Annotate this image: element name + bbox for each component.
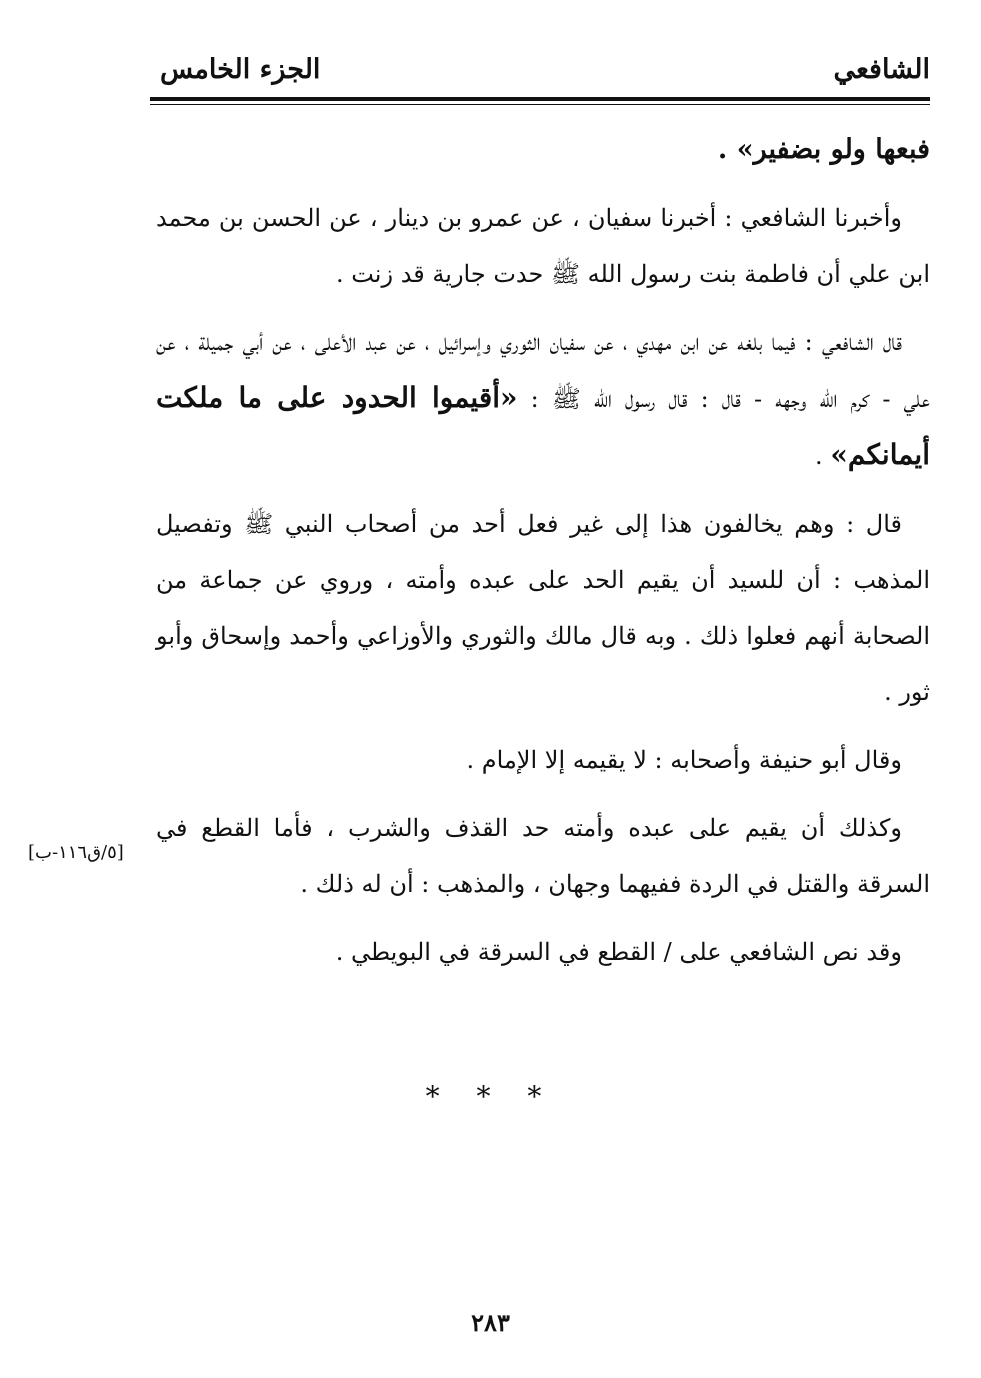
header-rule-thin bbox=[150, 104, 930, 105]
paragraph-1 bbox=[156, 122, 930, 178]
paragraph-2: وأخبرنا الشافعي : أخبرنا سفيان ، عن عمرو بن دينار ، عن الحسن بن محمد ابن علي أن فاطمة بنت رسول الله ﷺ حدت جارية قد زنت . bbox=[156, 204, 930, 288]
paragraph-7: وقد نص الشافعي على / القطع في السرقة في البويطي . bbox=[335, 938, 902, 966]
running-header bbox=[150, 52, 930, 94]
manuscript-folio-note: [٥/ق١١٦-ب] bbox=[28, 842, 124, 863]
paragraph-3 bbox=[156, 314, 930, 484]
header-rule-thick bbox=[150, 97, 930, 101]
paragraph-3-text: قال الشافعي : فيما بلغه عن ابن مهدي ، عن سفيان الثوري وإسرائيل ، عن عبد الأعلى ، عن أبي جميلة ، عن علي - كرم الله وجهه - قال : قال رسول الله ﷺ : bbox=[156, 328, 930, 413]
body-text bbox=[156, 122, 930, 992]
paragraph-1-text: فبعها ولو بضفير» . bbox=[717, 134, 930, 165]
header-volume-title: الجزء الخامس bbox=[160, 54, 321, 85]
paragraph-6: وكذلك أن يقيم على عبده وأمته حد القذف والشرب ، فأما القطع في السرقة والقتل في الردة ففيهما وجهان ، والمذهب : أن له ذلك . bbox=[156, 814, 930, 898]
paragraph-3-end: . bbox=[815, 442, 831, 470]
paragraph-5: وقال أبو حنيفة وأصحابه : لا يقيمه إلا الإمام . bbox=[466, 746, 902, 774]
paragraph-4: قال : وهم يخالفون هذا إلى غير فعل أحد من أصحاب النبي ﷺ وتفصيل المذهب : أن للسيد أن يقيم الحد على عبده وأمته ، وروي عن جماعة من الصحابة أنهم فعلوا ذلك . وبه قال مالك والثوري والأوزاعي وأحمد وإسحاق وأبو ثور . bbox=[156, 510, 930, 706]
hadith-quote: «أقيموا الحدود على ما ملكت أيمانكم» bbox=[156, 381, 930, 471]
page-number: ٢٨٣ bbox=[471, 1308, 510, 1337]
header-book-title: الشافعي bbox=[833, 54, 930, 85]
section-ornament: * * * bbox=[425, 1080, 556, 1113]
